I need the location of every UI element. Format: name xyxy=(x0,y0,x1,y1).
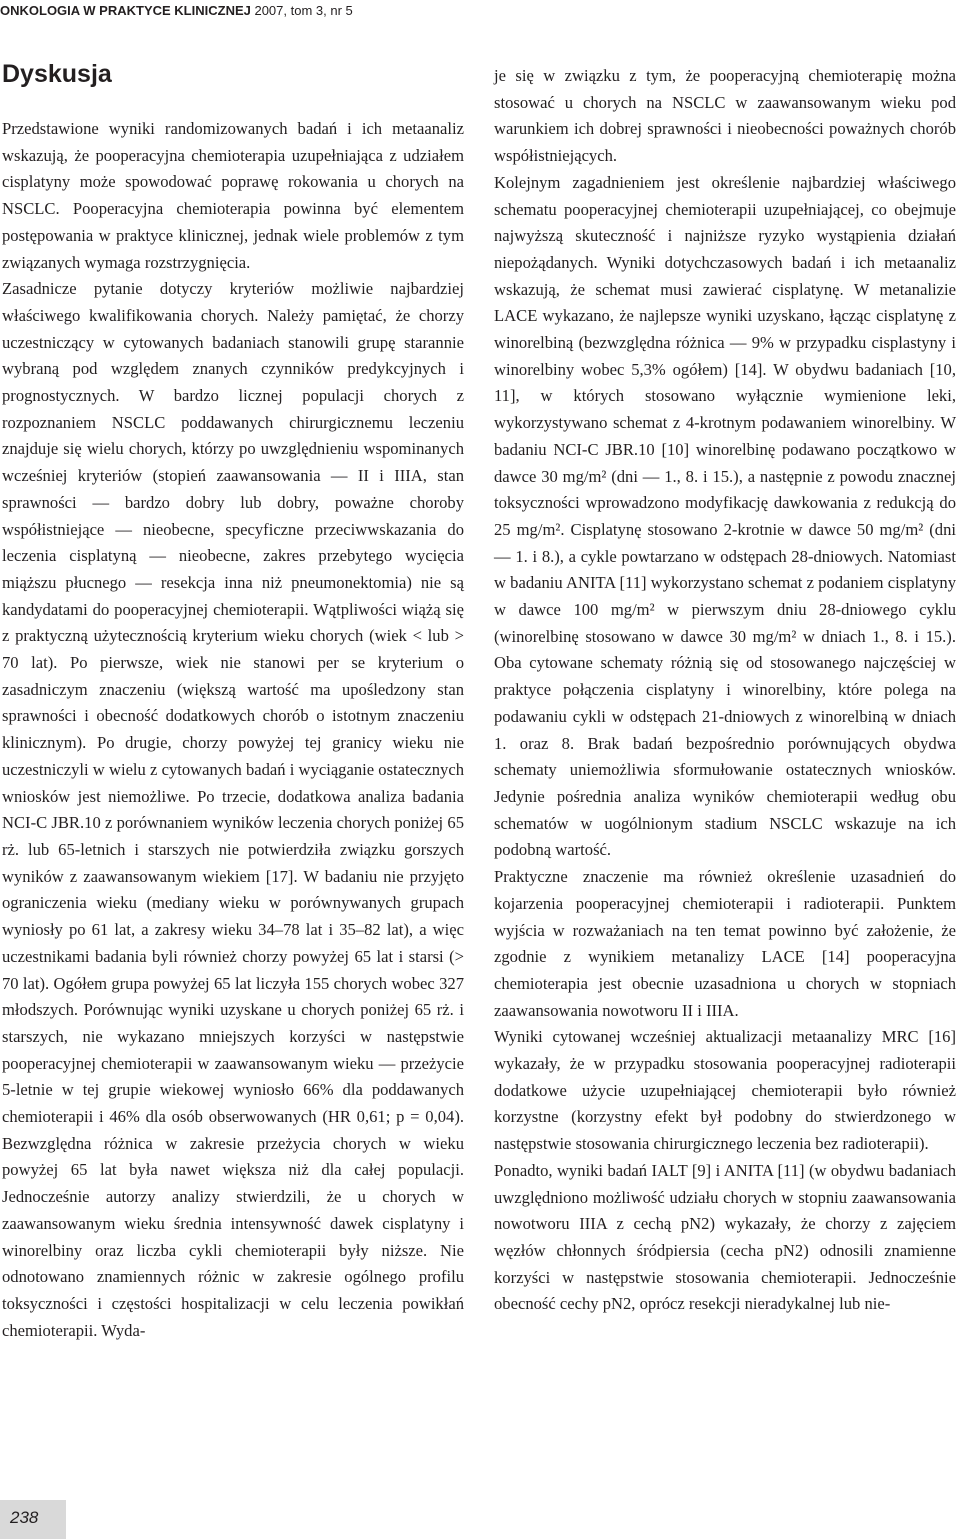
section-title: Dyskusja xyxy=(2,60,112,88)
left-column xyxy=(2,116,464,1344)
paragraph: Wyniki cytowanej wcześniej aktualizacji metaanalizy MRC [16] wykazały, że w przypadku stosowania pooperacyjnej radioterapii dodatkowe użycie uzupełniającej chemioterapii było również korzystne (korzystny efekt był podobny do stwierdzonego w następstwie stosowania chirurgicznego leczenia bez radioterapii). xyxy=(494,1027,956,1154)
journal-name: ONKOLOGIA W PRAKTYCE KLINICZNEJ xyxy=(0,3,251,18)
right-column xyxy=(494,63,956,1318)
paragraph: Zasadnicze pytanie dotyczy kryteriów możliwie najbardziej właściwego kwalifikowania chorych. Należy pamiętać, że chorzy uczestniczący w cytowanych badaniach stanowili grupę starannie wybraną pod względem znanych czynników predykcyjnych i prognostycznych. W bardzo licznej populacji chorych z rozpoznaniem NSCLC poddawanych chirurgicznemu leczeniu znajduje się wielu chorych, którzy po uwzględnieniu wspominanych wcześniej kryteriów (stopień zaawansowania — II i IIIA, stan sprawności — bardzo dobry lub dobry, poważne choroby współistniejące — nieobecne, specyficzne przeciwwskazania do leczenia cisplatyną — nieobecne, zakres przebytego wycięcia miąższu płucnego — resekcja inna niż pneumonektomia) nie są kandydatami do pooperacyjnej chemioterapii. Wątpliwości wiążą się z praktyczną użytecznością kryterium wieku chorych (wiek < lub > 70 lat). Po pierwsze, wiek nie stanowi per se kryterium o zasadniczym znaczeniu (większą wartość ma upośledzony stan sprawności i obecność dodatkowych chorób o istotnym znaczeniu klinicznym). Po drugie, chorzy powyżej tej granicy wieku nie uczestniczyli w wielu z cytowanych badań i wyciąganie ostatecznych wniosków jest niemożliwe. Po trzecie, dodatkowa analiza badania NCI-C JBR.10 z porównaniem wyników leczenia chorych poniżej 65 rż. lub 65-letnich i starszych nie potwierdziła związku gorszych wyników z zaawansowanym wiekiem [17]. W badaniu nie przyjęto ograniczenia wieku (mediany wieku w porównywanych grupach wyniosły po 61 lat, a zakresy wieku 34–78 lat i 35–82 lat), a więc uczestnikami badania byli również chorzy powyżej 65 lat i starsi (> 70 lat). Ogółem grupa powyżej 65 lat liczyła 155 chorych wobec 327 młodszych. Porównując wyniki uzyskane u chorych poniżej 65 rż. i starszych, nie wykazano mniejszych korzyści w następstwie pooperacyjnej chemioterapii w zaawansowanym wieku — przeżycie 5-letnie w tej grupie wiekowej wyniosło 66% dla poddawanych chemioterapii i 46% dla osób obserwowanych (HR 0,61; p = 0,04). Bezwzględna różnica w zakresie przeżycia chorych w wieku powyżej 65 lat była nawet większa niż dla całej populacji. Jednocześnie autorzy analizy stwierdzili, że u chorych w zaawansowanym wieku średnia intensywność dawek cisplatyny i winorelbiny oraz liczba cykli chemioterapii były niższe. Nie odnotowano znamiennych różnic w zakresie ogólnego profilu toksyczności i częstości hospitalizacji w celu leczenia powikłań chemioterapii. Wyda- xyxy=(2,279,464,1340)
page-number: 238 xyxy=(10,1508,39,1527)
running-header xyxy=(0,0,353,22)
paragraph: Ponadto, wyniki badań IALT [9] i ANITA [11] (w obydwu badaniach uwzględniono możliwość udziału chorych w stopniu zaawansowania nowotworu IIIA z cechą pN2) wykazały, że chorzy z zajęciem węzłów chłonnych śródpiersia (cecha pN2) odnosili znamienne korzyści w następstwie stosowania chemioterapii. Jednocześnie obecność cechy pN2, oprócz resekcji nieradykalnej lub nie- xyxy=(494,1160,956,1314)
journal-issue: 2007, tom 3, nr 5 xyxy=(250,3,353,18)
paragraph: Przedstawione wyniki randomizowanych badań i ich metaanaliz wskazują, że pooperacyjna chemioterapia uzupełniająca z udziałem cisplatyny może spowodować poprawę rokowania u chorych na NSCLC. Pooperacyjna chemioterapia powinna być elementem postępowania w praktyce klinicznej, jednak wiele problemów z tym związanych wymaga rozstrzygnięcia. xyxy=(2,119,464,272)
paragraph: Kolejnym zagadnieniem jest określenie najbardziej właściwego schematu pooperacyjnej chemioterapii uzupełniającej, co obejmuje najwyższą skuteczność i najniższe ryzyko wystąpienia działań niepożądanych. Wyniki dotychczasowych badań i ich metaanaliz wskazują, że schemat musi zawierać cisplatynę. W metanalizie LACE wykazano, że najlepsze wyniki uzyskano, łącząc cisplatynę z winorelbiną (bezwzględna różnica — 9% w przypadku cisplastyny i winorelbiny wobec 5,3% ogółem) [14]. W obydwu badaniach [10, 11], w których stosowano wyłącznie wymienione leki, wykorzystywano schemat z 4-krotnym podawaniem winorelbiny. W badaniu NCI-C JBR.10 [10] winorelbinę podawano początkowo w dawce 30 mg/m² (dni — 1., 8. i 15.), a następnie z powodu znacznej toksyczności wprowadzono modyfikację dawkowania z redukcją do 25 mg/m². Cisplatynę stosowano 2-krotnie w dawce 50 mg/m² (dni — 1. i 8.), a cykle powtarzano w odstępach 28-dniowych. Natomiast w badaniu ANITA [11] wykorzystano schemat z podaniem cisplatyny w dawce 100 mg/m² w pierwszym dniu 28-dniowego cyklu (winorelbinę stosowano w dawce 30 mg/m² w dniach 1., 8. i 15.). Oba cytowane schematy różnią się od stosowanego najczęściej w praktyce połączenia cisplatyny i winorelbiny, które polega na podawaniu cykli w odstępach 21-dniowych z winorelbiną w dniach 1. oraz 8. Brak badań bezpośrednio porównujących obydwa schematy uniemożliwia sformułowanie ostatecznych wniosków. Jedynie pośrednia analiza wyników chemioterapii według obu schematów w uogólnionym stadium NSCLC wskazuje na ich podobną wartość. xyxy=(494,172,956,860)
paragraph: je się w związku z tym, że pooperacyjną chemioterapię można stosować u chorych na NSCLC w zaawansowanym wieku pod warunkiem ich dobrej sprawności i nieobecności poważnych chorób współistniejących. xyxy=(494,66,956,166)
paragraph: Praktyczne znaczenie ma również określenie uzasadnień do kojarzenia pooperacyjnej chemioterapii i radioterapii. Punktem wyjścia w rozważaniach na ten temat powinno być założenie, że zgodnie z wynikiem metanalizy LACE [14] pooperacyjna chemioterapia jest obecnie uzasadniona u chorych w stopniach zaawansowania nowotworu II i IIIA. xyxy=(494,867,956,1020)
